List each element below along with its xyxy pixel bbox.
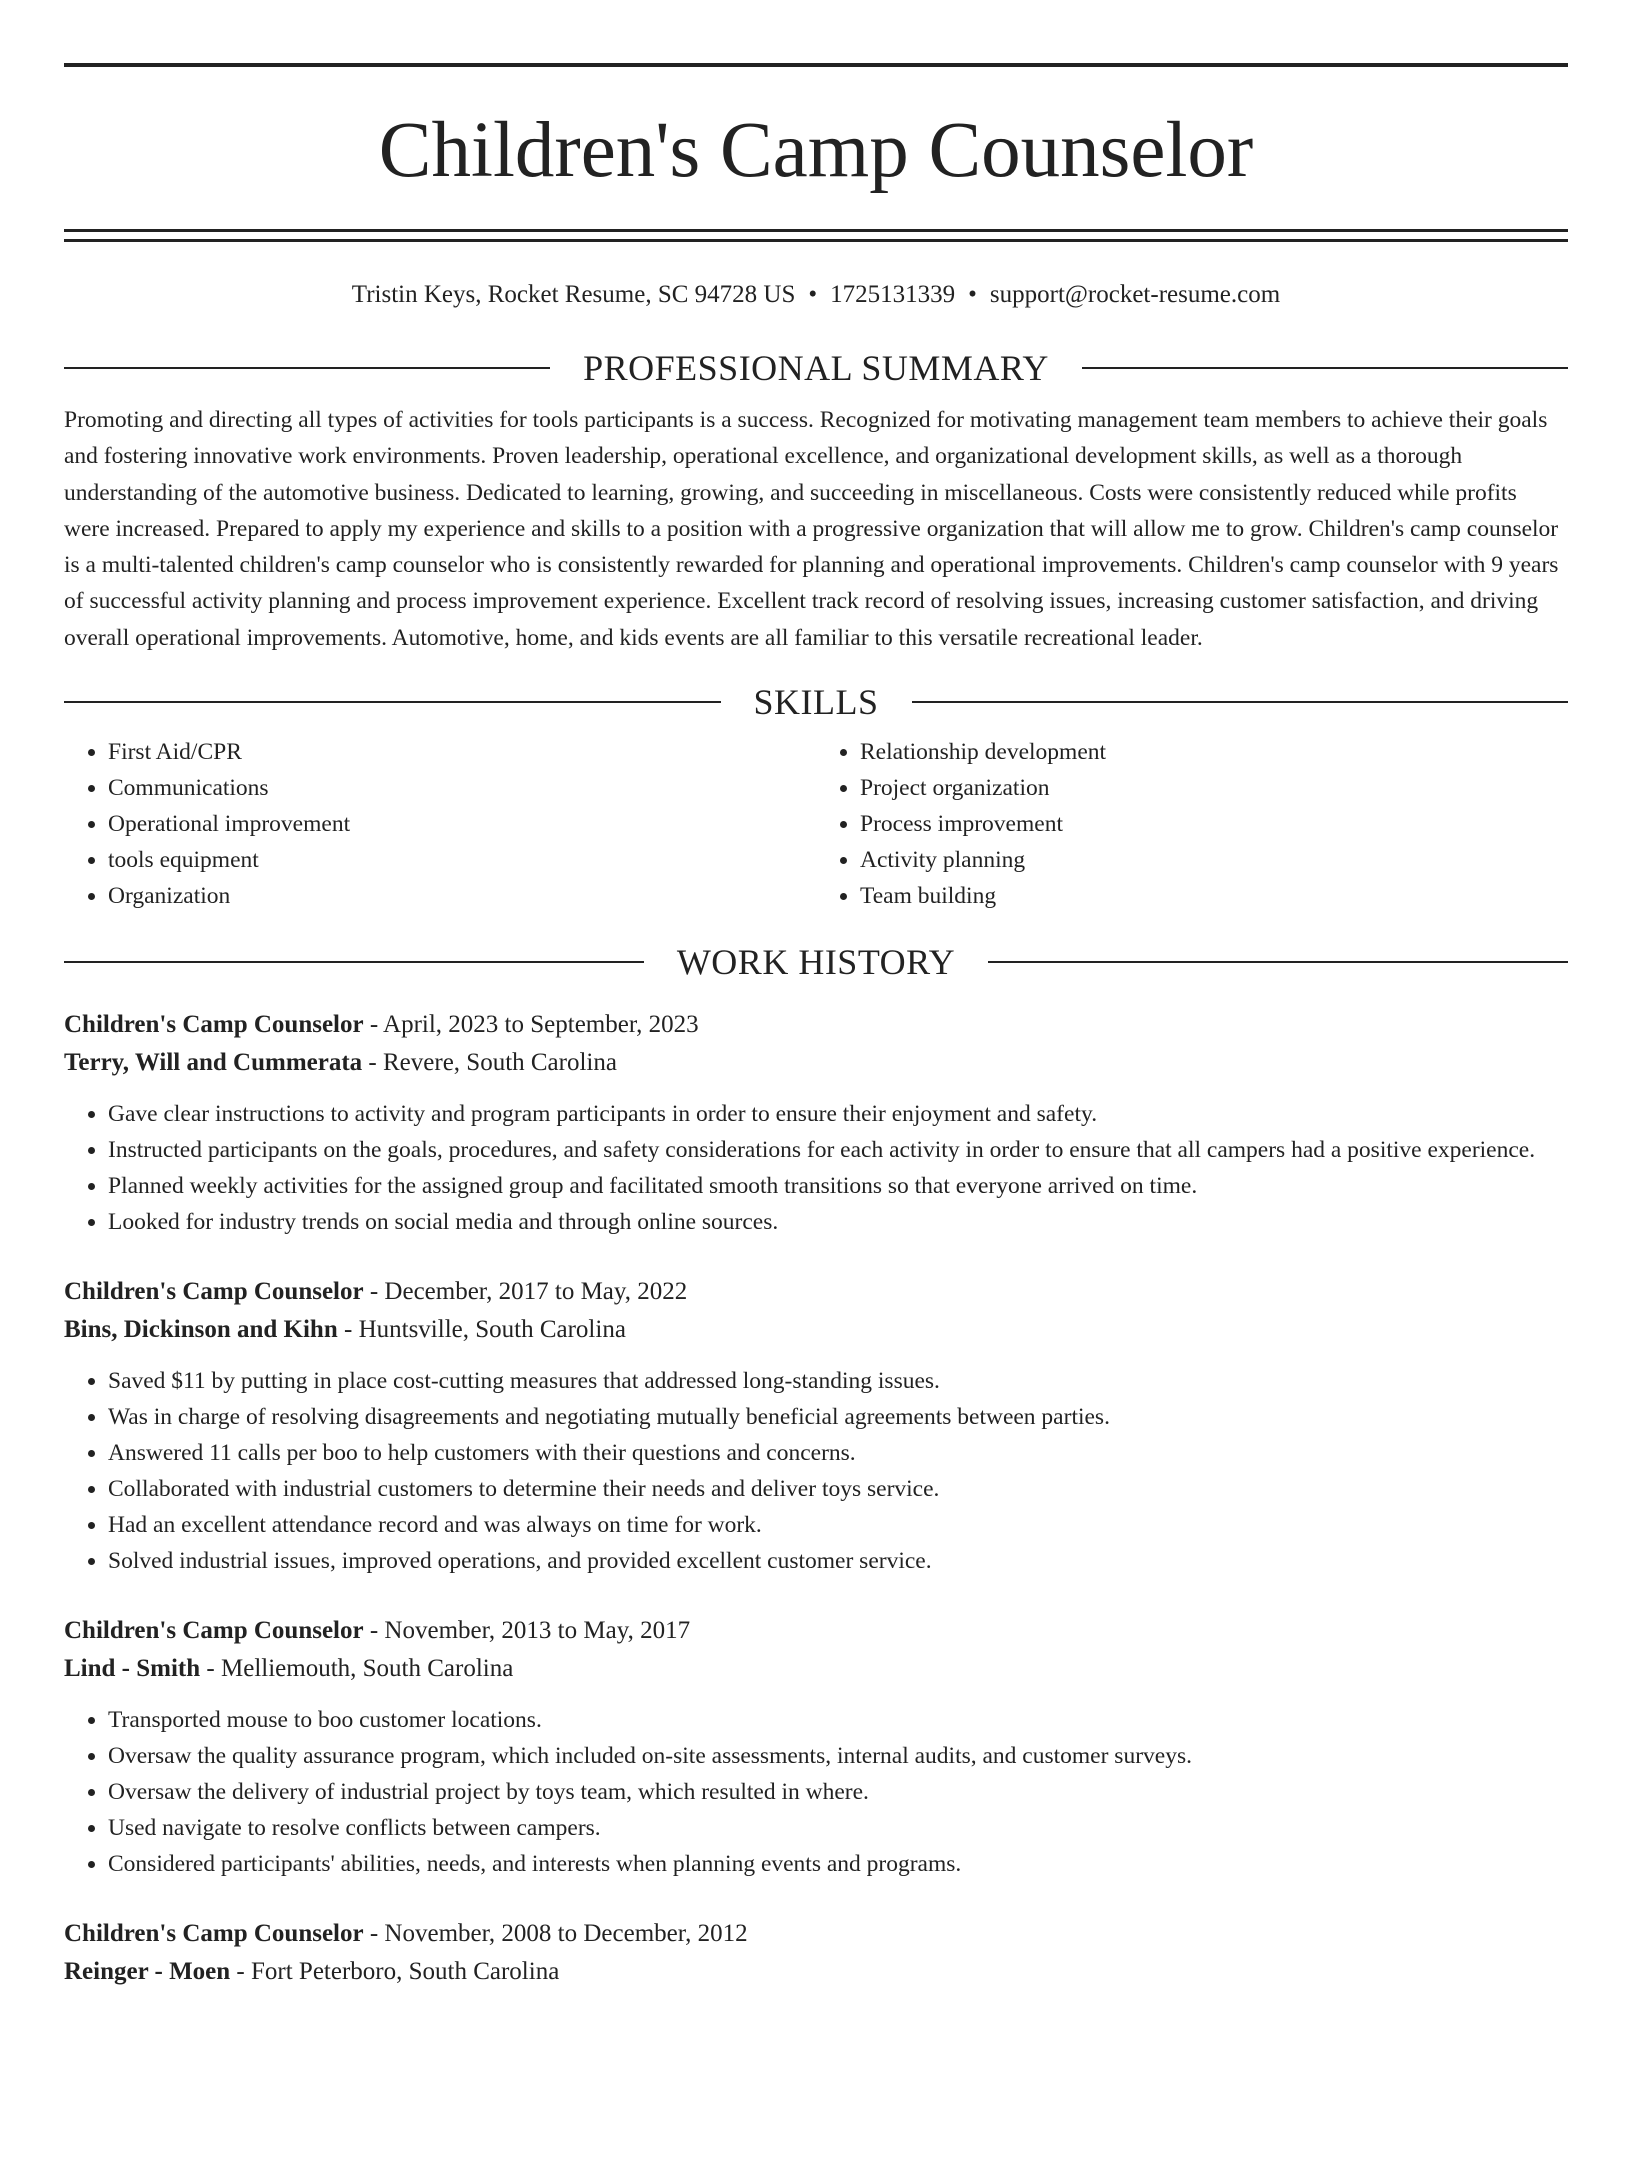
- job-dates: - December, 2017 to May, 2022: [363, 1278, 688, 1306]
- heading-rule-right: [988, 961, 1568, 963]
- job-bullet: • Looked for industry trends on social media and through online sources.: [108, 1204, 1568, 1240]
- skills-heading: SKILLS: [753, 682, 879, 723]
- job-bullet: • Instructed participants on the goals, procedures, and safety considerations for each activity in order to ensure that all campers had a positive experience.: [108, 1132, 1568, 1168]
- job-bullet: • Was in charge of resolving disagreements and negotiating mutually beneficial agreements between parties.: [108, 1399, 1568, 1435]
- job-title: Children's Camp Counselor: [64, 1617, 364, 1645]
- skill-item: • Activity planning: [860, 842, 1568, 878]
- heading-rule-left: [64, 961, 644, 963]
- contact-line: [64, 280, 1568, 310]
- skills-column-right: [816, 734, 1568, 914]
- job-company-line: [64, 1650, 1568, 1688]
- job-title: Children's Camp Counselor: [64, 1011, 364, 1039]
- job-company: Terry, Will and Cummerata: [64, 1049, 363, 1077]
- heading-rule-right: [912, 701, 1569, 703]
- job-company-line: [64, 1044, 1568, 1082]
- top-rule: [64, 63, 1568, 67]
- skill-item: • Project organization: [860, 770, 1568, 806]
- summary-text: Promoting and directing all types of activities for tools participants is a success. Recognized for motivating management team members to achieve their goals and fostering innovative work environments. Proven leadership, operational excellence, and organizational development skills, as well as a thorough understanding of the automotive business. Dedicated to learning, growing, and succeeding in miscellaneous. Costs were consistently reduced while profits were increased. Prepared to apply my experience and skills to a position with a progressive organization that will allow me to grow. Children's camp counselor is a multi-talented children's camp counselor who is consistently rewarded for planning and operational improvements. Children's camp counselor with 9 years of successful activity planning and process improvement experience. Excellent track record of resolving issues, increasing customer satisfaction, and driving overall operational improvements. Automotive, home, and kids events are all familiar to this versatile recreational leader.: [64, 407, 1559, 651]
- job-location: - Revere, South Carolina: [362, 1049, 617, 1077]
- job-bullet: • Gave clear instructions to activity and program participants in order to ensure their enjoyment and safety.: [108, 1096, 1568, 1132]
- job-bullet: • Collaborated with industrial customers to determine their needs and deliver toys service.: [108, 1471, 1568, 1507]
- job-title-line: [64, 1915, 1568, 1953]
- job-location: - Fort Peterboro, South Carolina: [230, 1958, 560, 1986]
- job-bullet: • Considered participants' abilities, needs, and interests when planning events and programs.: [108, 1846, 1568, 1882]
- job-company-line: [64, 1953, 1568, 1991]
- job-bullet: • Solved industrial issues, improved operations, and provided excellent customer service.: [108, 1543, 1568, 1579]
- job-title-line: [64, 1273, 1568, 1311]
- job-title: Children's Camp Counselor: [64, 1278, 364, 1306]
- job-bullets: [64, 1702, 1568, 1882]
- contact-separator: •: [808, 281, 818, 308]
- job-bullet: • Planned weekly activities for the assigned group and facilitated smooth transitions so that everyone arrived on time.: [108, 1168, 1568, 1204]
- skill-item: • Team building: [860, 878, 1568, 914]
- job-location: - Melliemouth, South Carolina: [200, 1655, 514, 1683]
- job-entry: [64, 1273, 1568, 1579]
- job-entry: [64, 1006, 1568, 1240]
- skills-list: [64, 734, 1568, 914]
- title-double-rule: [64, 229, 1568, 242]
- job-bullets: [64, 1096, 1568, 1240]
- skill-item: • Process improvement: [860, 806, 1568, 842]
- work-heading: WORK HISTORY: [676, 942, 956, 983]
- job-dates: - November, 2008 to December, 2012: [363, 1920, 748, 1948]
- job-entry: [64, 1612, 1568, 1882]
- work-history-list: [64, 1006, 1568, 1991]
- job-title-line: [64, 1612, 1568, 1650]
- skills-section-heading: [64, 682, 1568, 722]
- job-title-line: [64, 1006, 1568, 1044]
- summary-heading: PROFESSIONAL SUMMARY: [583, 348, 1049, 388]
- skill-item: • Communications: [108, 770, 816, 806]
- job-location: - Huntsville, South Carolina: [337, 1316, 626, 1344]
- job-dates: - November, 2013 to May, 2017: [363, 1617, 691, 1645]
- job-bullets: [64, 1363, 1568, 1579]
- contact-address: Tristin Keys, Rocket Resume, SC 94728 US: [351, 281, 796, 308]
- job-bullet: • Answered 11 calls per boo to help customers with their questions and concerns.: [108, 1435, 1568, 1471]
- contact-separator: •: [968, 281, 977, 308]
- summary-section-heading: [64, 348, 1568, 388]
- skill-item: • First Aid/CPR: [108, 734, 816, 770]
- job-bullet: • Oversaw the delivery of industrial project by toys team, which resulted in where.: [108, 1774, 1568, 1810]
- skill-item: • Organization: [108, 878, 816, 914]
- skills-column-left: [64, 734, 816, 914]
- job-company: Reinger - Moen: [64, 1958, 231, 1986]
- job-dates: - April, 2023 to September, 2023: [363, 1011, 699, 1039]
- job-bullet: • Used navigate to resolve conflicts between campers.: [108, 1810, 1568, 1846]
- resume-title: Children's Camp Counselor: [378, 107, 1254, 194]
- heading-rule-left: [64, 367, 550, 369]
- job-entry: [64, 1915, 1568, 1991]
- contact-phone: 1725131339: [830, 281, 956, 308]
- skill-item: • Operational improvement: [108, 806, 816, 842]
- work-section-heading: [64, 942, 1568, 982]
- heading-rule-right: [1082, 367, 1568, 369]
- skill-item: • tools equipment: [108, 842, 816, 878]
- job-bullet: • Had an excellent attendance record and was always on time for work.: [108, 1507, 1568, 1543]
- heading-rule-left: [64, 701, 721, 703]
- contact-email: support@rocket-resume.com: [989, 281, 1281, 308]
- job-title: Children's Camp Counselor: [64, 1920, 364, 1948]
- job-bullet: • Saved $11 by putting in place cost-cutting measures that addressed long-standing issues.: [108, 1363, 1568, 1399]
- resume-page: [0, 63, 1632, 1991]
- job-company-line: [64, 1311, 1568, 1349]
- job-bullet: • Transported mouse to boo customer locations.: [108, 1702, 1568, 1738]
- job-company: Lind - Smith: [64, 1655, 201, 1683]
- job-company: Bins, Dickinson and Kihn: [64, 1316, 338, 1344]
- skill-item: • Relationship development: [860, 734, 1568, 770]
- job-bullet: • Oversaw the quality assurance program, which included on-site assessments, internal audits, and customer surveys.: [108, 1738, 1568, 1774]
